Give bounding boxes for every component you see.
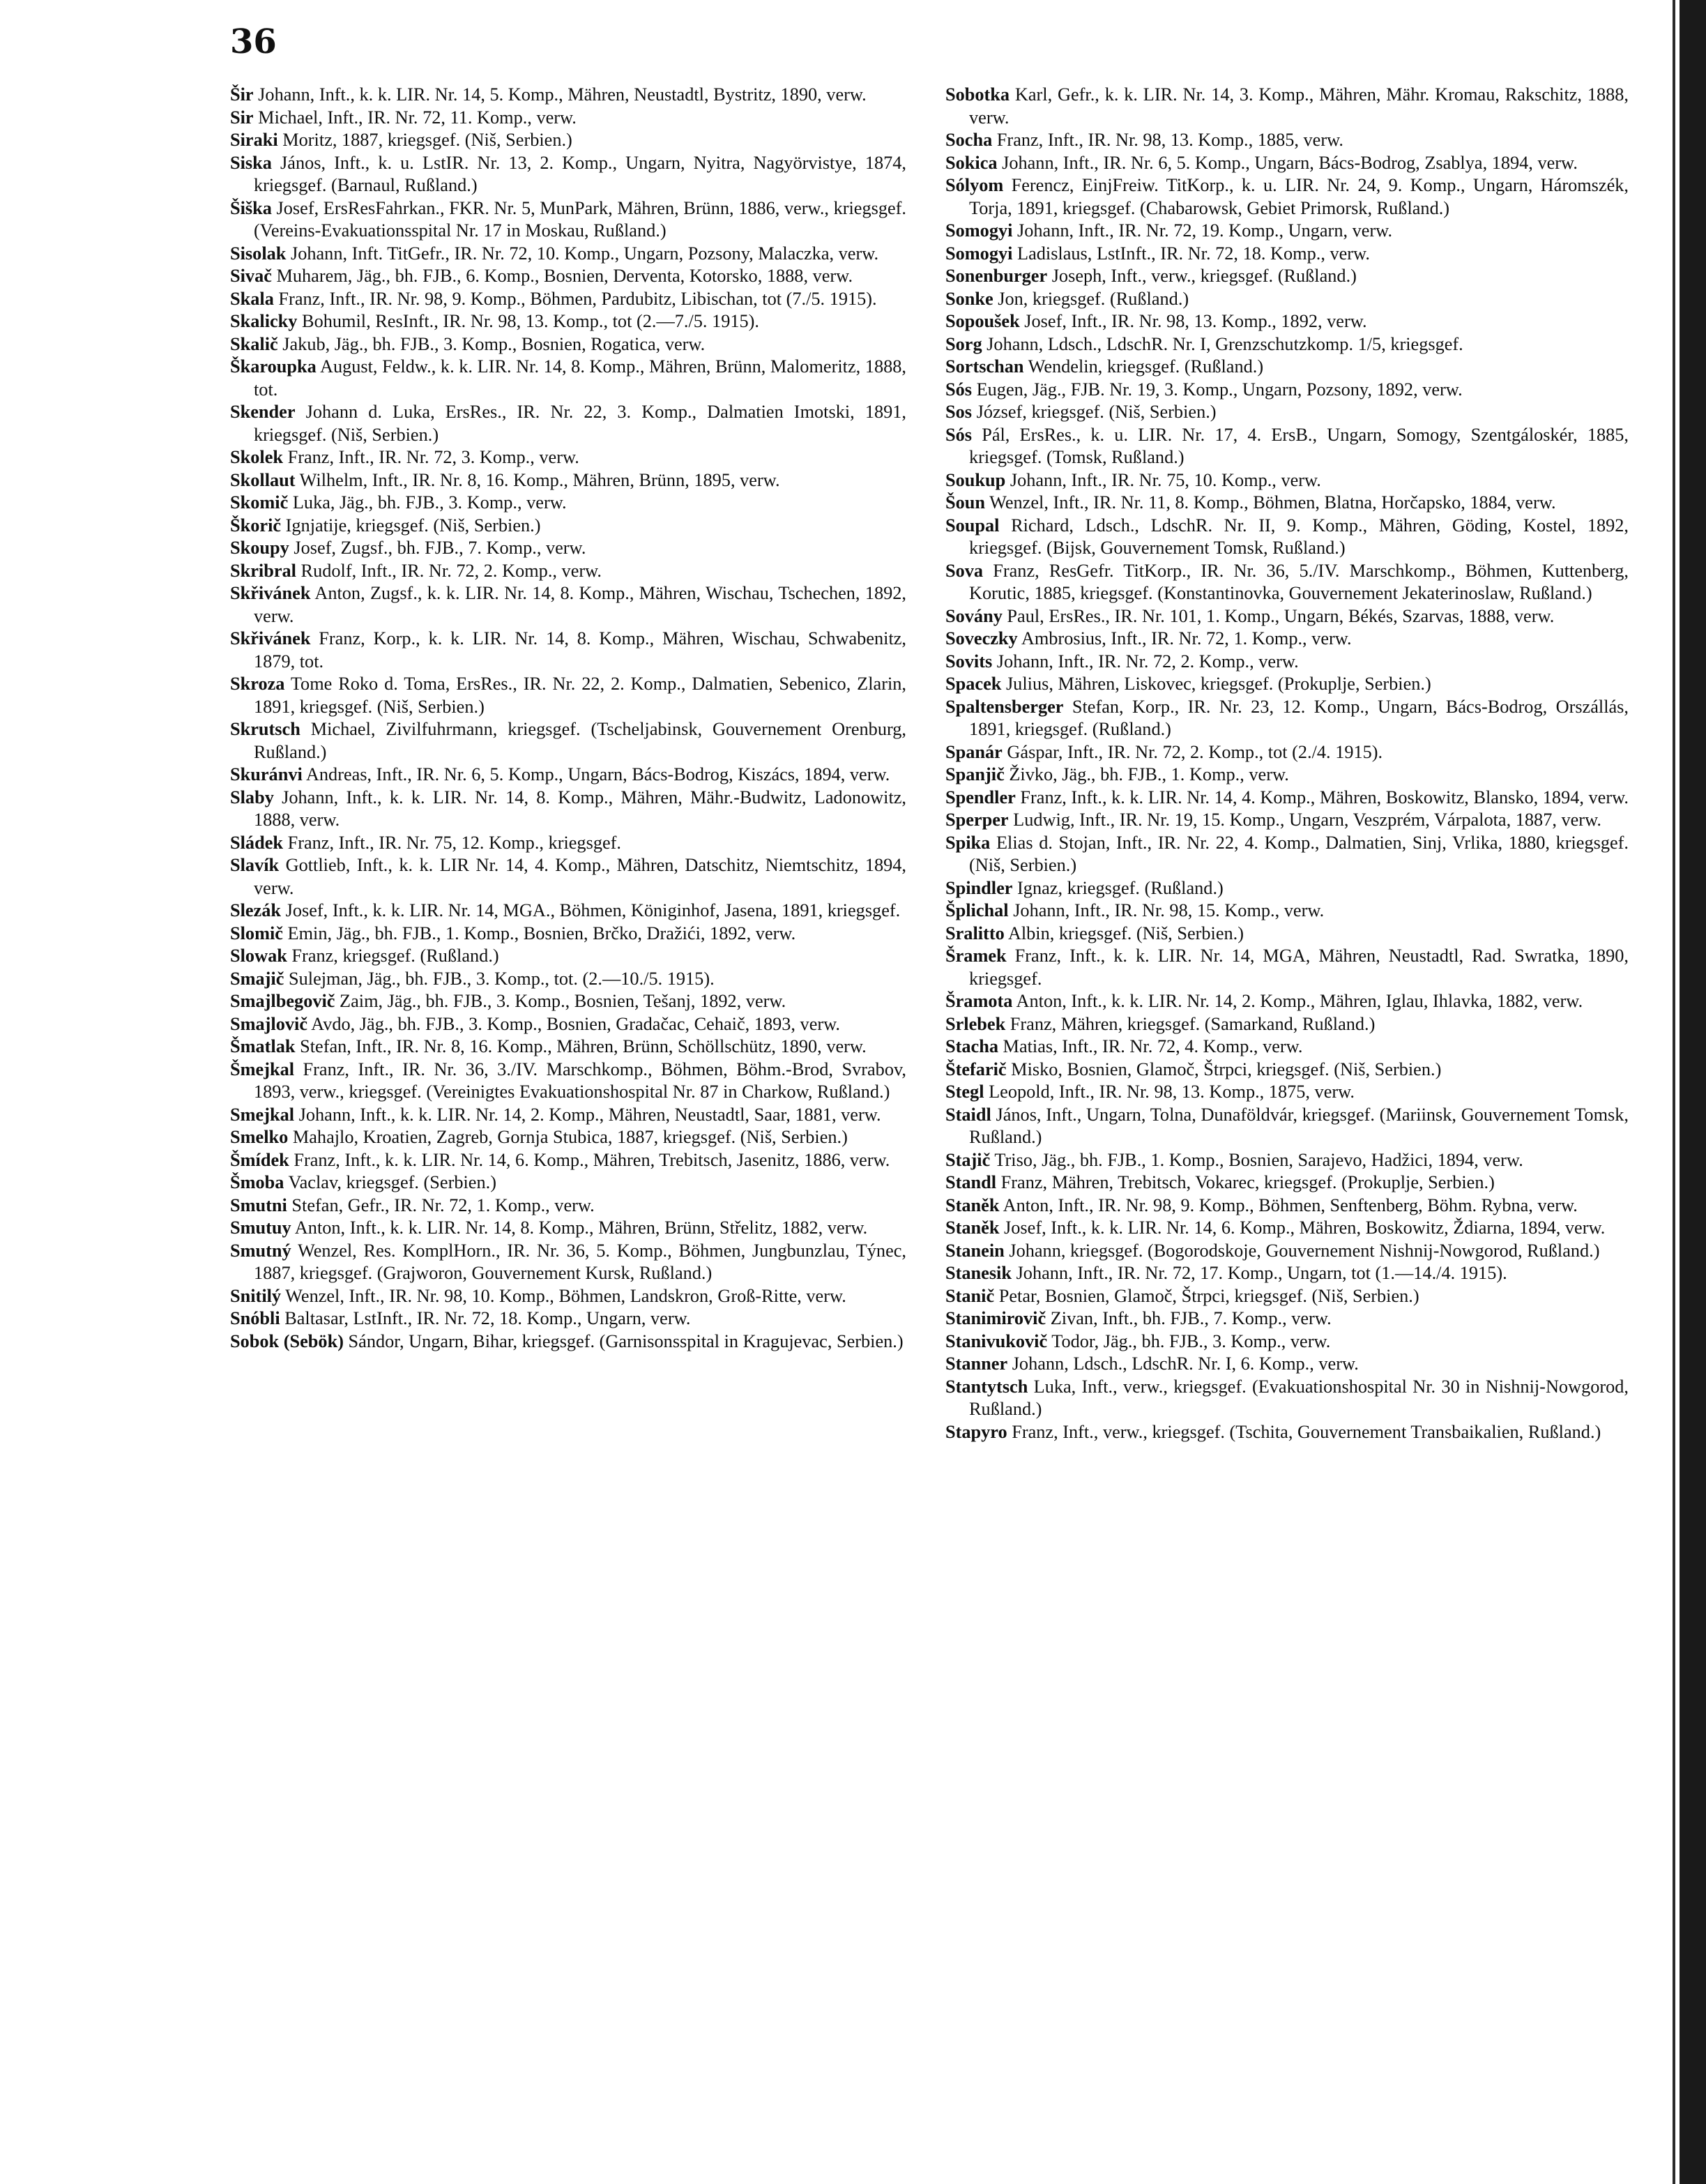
index-entry (945, 1376, 1629, 1421)
entry-surname: Sortschan (945, 356, 1024, 377)
index-entry (945, 1353, 1629, 1376)
entry-details: Johann, Inft., IR. Nr. 6, 5. Komp., Ungarn, Bács-Bodrog, Zsablya, 1894, verw. (997, 152, 1578, 173)
index-entry (230, 265, 906, 288)
index-entry (945, 129, 1629, 152)
entry-surname: Stegl (945, 1082, 984, 1102)
entry-surname: Socha (945, 130, 993, 150)
entry-surname: Stapyro (945, 1421, 1007, 1442)
entry-surname: Šir (230, 84, 254, 105)
index-entry (230, 310, 906, 333)
entry-details: Johann, Inft. TitGefr., IR. Nr. 72, 10. Komp., Ungarn, Pozsony, Malaczka, verw. (286, 243, 879, 264)
entry-details: Ambrosius, Inft., IR. Nr. 72, 1. Komp., verw. (1017, 628, 1352, 649)
entry-surname: Slavík (230, 855, 280, 875)
index-entry (230, 1330, 906, 1353)
index-entry (230, 787, 906, 832)
entry-surname: Sisolak (230, 243, 287, 264)
entry-surname: Staněk (945, 1195, 1000, 1215)
entry-details: Ludwig, Inft., IR. Nr. 19, 15. Komp., Ungarn, Veszprém, Várpalota, 1887, verw. (1008, 810, 1601, 830)
entry-details: Richard, Ldsch., LdschR. Nr. II, 9. Komp., Mähren, Göding, Kostel, 1892, kriegsgef. (Bijsk, Gouvernement Tomsk, Rußland.) (969, 515, 1629, 558)
entry-surname: Škorič (230, 515, 282, 536)
index-entry (230, 1307, 906, 1330)
entry-surname: Spika (945, 832, 991, 853)
entry-details: Anton, Inft., k. k. LIR. Nr. 14, 2. Komp., Mähren, Iglau, Ihlavka, 1882, verw. (1012, 991, 1583, 1011)
index-entry (945, 220, 1629, 243)
entry-details: Johann, Inft., IR. Nr. 98, 15. Komp., verw. (1008, 900, 1325, 920)
entry-details: Elias d. Stojan, Inft., IR. Nr. 22, 4. Komp., Dalmatien, Sinj, Vrlika, 1880, kriegsgef. (Niš, Serbien.) (969, 832, 1629, 875)
index-entry (945, 651, 1629, 674)
index-entry (230, 1240, 906, 1285)
entry-surname: Spanár (945, 741, 1003, 762)
index-entry (230, 469, 906, 492)
entry-details: Franz, Inft., IR. Nr. 98, 13. Komp., 1885, verw. (992, 130, 1343, 150)
index-entry (945, 877, 1629, 900)
entry-surname: Siraki (230, 130, 278, 150)
entry-surname: Slomič (230, 923, 283, 943)
entry-details: Johann, Inft., IR. Nr. 72, 2. Komp., verw. (992, 651, 1299, 672)
index-entry (945, 1081, 1629, 1104)
index-entry (230, 968, 906, 991)
entry-surname: Sobok (Sebök) (230, 1330, 344, 1351)
index-entry (230, 1217, 906, 1240)
index-entry (945, 1195, 1629, 1218)
entry-details: Rudolf, Inft., IR. Nr. 72, 2. Komp., verw. (296, 560, 602, 581)
entry-details: Avdo, Jäg., bh. FJB., 3. Komp., Bosnien, Gradačac, Cehaič, 1893, verw. (307, 1013, 840, 1034)
index-entry (945, 356, 1629, 379)
entry-surname: Sonke (945, 288, 993, 309)
index-entry (945, 741, 1629, 764)
entry-surname: Soukup (945, 469, 1006, 490)
index-entry (945, 310, 1629, 333)
entry-surname: Skollaut (230, 469, 296, 490)
index-entry (945, 1149, 1629, 1172)
index-entry (945, 1262, 1629, 1285)
entry-surname: Šmejkal (230, 1059, 295, 1079)
index-entry (230, 492, 906, 515)
entry-details: Anton, Zugsf., k. k. LIR. Nr. 14, 8. Komp., Mähren, Wischau, Tschechen, 1892, verw. (254, 583, 906, 626)
index-entry (230, 401, 906, 446)
entry-details: Petar, Bosnien, Glamoč, Štrpci, kriegsgef. (Niš, Serbien.) (994, 1285, 1419, 1306)
entry-details: Ignjatije, kriegsgef. (Niš, Serbien.) (281, 515, 541, 536)
entry-details: Anton, Inft., k. k. LIR. Nr. 14, 8. Komp., Mähren, Brünn, Střelitz, 1882, verw. (291, 1218, 868, 1238)
index-entry (945, 696, 1629, 741)
entry-surname: Sós (945, 424, 973, 445)
entry-details: Gáspar, Inft., IR. Nr. 72, 2. Komp., tot (2./4. 1915). (1002, 741, 1383, 762)
entry-surname: Spanjič (945, 764, 1005, 784)
entry-surname: Sralitto (945, 923, 1005, 943)
entry-details: Stefan, Gefr., IR. Nr. 72, 1. Komp., verw. (287, 1195, 595, 1215)
entry-details: Wenzel, Res. KomplHorn., IR. Nr. 36, 5. Komp., Böhmen, Jungbunzlau, Týnec, 1887, kriegsgef. (Grajworon, Gouvernement Kursk, Rußland.) (254, 1240, 906, 1283)
entry-surname: Šramek (945, 946, 1007, 966)
index-entry (945, 152, 1629, 175)
index-entry (230, 243, 906, 266)
entry-surname: Spindler (945, 877, 1013, 898)
entry-details: Anton, Inft., IR. Nr. 98, 9. Komp., Böhmen, Senftenberg, Böhm. Rybna, verw. (999, 1195, 1578, 1215)
entry-surname: Spacek (945, 674, 1002, 694)
entry-details: Michael, Zivilfuhrmann, kriegsgef. (Tscheljabinsk, Gouvernement Orenburg, Rußland.) (254, 719, 906, 762)
index-entry (230, 764, 906, 787)
entry-surname: Somogyi (945, 220, 1013, 241)
entry-surname: Stantytsch (945, 1376, 1028, 1397)
entry-surname: Sivač (230, 266, 272, 286)
entry-details: Zaim, Jäg., bh. FJB., 3. Komp., Bosnien, Tešanj, 1892, verw. (335, 991, 786, 1011)
entry-details: Pál, ErsRes., k. u. LIR. Nr. 17, 4. ErsB., Ungarn, Somogy, Szentgáloskér, 1885, kriegsgef. (Tomsk, Rußland.) (969, 424, 1629, 467)
right-column (945, 84, 1629, 1443)
entry-details: Franz, Inft., IR. Nr. 36, 3./IV. Marschkomp., Böhmen, Böhm.-Brod, Svrabov, 1893, verw., kriegsgef. (Vereinigtes Evakuationshospital Nr. 87 in Charkow, Rußland.) (254, 1059, 906, 1102)
entry-surname: Smajlbegovič (230, 991, 335, 1011)
entry-surname: Sorg (945, 333, 982, 354)
entry-details: Johann, Inft., k. k. LIR. Nr. 14, 8. Komp., Mähren, Mähr.-Budwitz, Ladonowitz, 1888, verw. (254, 787, 906, 830)
left-column (230, 84, 906, 1353)
index-entry (945, 764, 1629, 787)
entry-details: Josef, Zugsf., bh. FJB., 7. Komp., verw. (289, 538, 586, 558)
index-entry (945, 900, 1629, 923)
entry-details: Eugen, Jäg., FJB. Nr. 19, 3. Komp., Ungarn, Pozsony, 1892, verw. (972, 379, 1463, 400)
index-entry (945, 560, 1629, 605)
entry-details: Muharem, Jäg., bh. FJB., 6. Komp., Bosnien, Derventa, Kotorsko, 1888, verw. (271, 266, 853, 286)
entry-surname: Smutni (230, 1195, 287, 1215)
entry-surname: Skroza (230, 674, 285, 694)
entry-details: Živko, Jäg., bh. FJB., 1. Komp., verw. (1004, 764, 1289, 784)
index-entry (230, 1036, 906, 1059)
entry-surname: Sir (230, 107, 254, 128)
entry-surname: Snóbli (230, 1308, 280, 1328)
entry-details: Gottlieb, Inft., k. k. LIR Nr. 14, 4. Komp., Mähren, Datschitz, Niemtschitz, 1894, verw. (254, 855, 906, 898)
entry-surname: Somogyi (945, 243, 1013, 264)
entry-details: Jakub, Jäg., bh. FJB., 3. Komp., Bosnien, Rogatica, verw. (277, 333, 706, 354)
entry-surname: Stanner (945, 1353, 1008, 1374)
index-entry (230, 537, 906, 560)
entry-surname: Skuránvi (230, 764, 303, 784)
entry-surname: Sova (945, 560, 984, 581)
index-entry (945, 1421, 1629, 1444)
index-entry (945, 1036, 1629, 1059)
entry-surname: Smejkal (230, 1104, 295, 1125)
entry-details: Franz, Inft., verw., kriegsgef. (Tschita, Gouvernement Transbaikalien, Rußland.) (1007, 1421, 1601, 1442)
index-entry (945, 84, 1629, 129)
entry-surname: Slezák (230, 900, 282, 920)
entry-details: Wenzel, Inft., IR. Nr. 98, 10. Komp., Böhmen, Landskron, Groß-Ritte, verw. (281, 1285, 846, 1306)
index-entry (945, 628, 1629, 651)
entry-details: Mahajlo, Kroatien, Zagreb, Gornja Stubica, 1887, kriegsgef. (Niš, Serbien.) (288, 1127, 848, 1147)
entry-surname: Staidl (945, 1104, 991, 1125)
index-entry (230, 152, 906, 197)
entry-details: Franz, Korp., k. k. LIR. Nr. 14, 8. Komp., Mähren, Wischau, Schwabenitz, 1879, tot. (254, 628, 906, 672)
index-entry (945, 1013, 1629, 1036)
index-entry (230, 1059, 906, 1104)
entry-details: Ignaz, kriegsgef. (Rußland.) (1012, 877, 1224, 898)
index-entry (945, 1330, 1629, 1353)
entry-surname: Skalicky (230, 311, 298, 331)
entry-details: Joseph, Inft., verw., kriegsgef. (Rußland.) (1047, 266, 1357, 286)
entry-surname: Sos (945, 402, 973, 422)
index-entry (945, 809, 1629, 832)
index-entry (230, 673, 906, 718)
entry-surname: Smutuy (230, 1218, 291, 1238)
index-entry (945, 1059, 1629, 1082)
page-edge-line (1673, 0, 1675, 2184)
index-entry (945, 923, 1629, 946)
index-entry (945, 945, 1629, 990)
index-entry (945, 174, 1629, 220)
index-entry (230, 990, 906, 1013)
entry-surname: Skender (230, 402, 296, 422)
entry-surname: Sólyom (945, 175, 1004, 195)
index-entry (945, 288, 1629, 311)
entry-surname: Stanimirovič (945, 1308, 1046, 1328)
entry-surname: Šoun (945, 492, 986, 513)
index-entry (230, 628, 906, 673)
entry-surname: Stanein (945, 1240, 1005, 1261)
page-number: 36 (230, 22, 277, 61)
entry-details: Wilhelm, Inft., IR. Nr. 8, 16. Komp., Mähren, Brünn, 1895, verw. (295, 469, 780, 490)
entry-details: August, Feldw., k. k. LIR. Nr. 14, 8. Komp., Mähren, Brünn, Malomeritz, 1888, tot. (254, 356, 906, 400)
entry-surname: Siska (230, 152, 272, 173)
entry-details: Franz, Inft., IR. Nr. 75, 12. Komp., kriegsgef. (283, 832, 621, 853)
entry-details: Johann, Inft., IR. Nr. 72, 19. Komp., Ungarn, verw. (1012, 220, 1393, 241)
index-entry (945, 401, 1629, 424)
index-entry (945, 265, 1629, 288)
entry-surname: Štefarič (945, 1059, 1007, 1079)
entry-surname: Soupal (945, 515, 1000, 536)
entry-surname: Sonenburger (945, 266, 1048, 286)
entry-details: József, kriegsgef. (Niš, Serbien.) (972, 402, 1217, 422)
entry-surname: Skoupy (230, 538, 289, 558)
entry-details: Moritz, 1887, kriegsgef. (Niš, Serbien.) (277, 130, 572, 150)
index-entry (230, 854, 906, 900)
entry-surname: Srlebek (945, 1013, 1006, 1034)
entry-surname: Staněk (945, 1218, 1000, 1238)
entry-details: Franz, kriegsgef. (Rußland.) (287, 946, 499, 966)
entry-surname: Sovits (945, 651, 993, 672)
index-entry (945, 492, 1629, 515)
entry-surname: Snitilý (230, 1285, 282, 1306)
entry-surname: Šmatlak (230, 1036, 296, 1056)
index-entry (230, 333, 906, 356)
entry-details: Michael, Inft., IR. Nr. 72, 11. Komp., verw. (253, 107, 577, 128)
entry-details: Stefan, Inft., IR. Nr. 8, 16. Komp., Mähren, Brünn, Schöllschütz, 1890, verw. (295, 1036, 867, 1056)
entry-details: Zivan, Inft., bh. FJB., 7. Komp., verw. (1046, 1308, 1332, 1328)
entry-surname: Stanivukovič (945, 1330, 1048, 1351)
entry-details: Sándor, Ungarn, Bihar, kriegsgef. (Garnisonsspital in Kragujevac, Serbien.) (343, 1330, 904, 1351)
entry-details: Tome Roko d. Toma, ErsRes., IR. Nr. 22, 2. Komp., Dalmatien, Sebenico, Zlarin, 1891, kriegsgef. (Niš, Serbien.) (254, 674, 906, 717)
index-entry (945, 1285, 1629, 1308)
index-entry (230, 356, 906, 401)
entry-details: Paul, ErsRes., IR. Nr. 101, 1. Komp., Ungarn, Békés, Szarvas, 1888, verw. (1002, 605, 1555, 626)
index-entry (230, 129, 906, 152)
index-entry (230, 515, 906, 538)
index-entry (945, 1217, 1629, 1240)
entry-details: Franz, Mähren, Trebitsch, Vokarec, kriegsgef. (Prokuplje, Serbien.) (996, 1172, 1495, 1192)
entry-surname: Smajič (230, 968, 284, 989)
entry-details: Josef, Inft., IR. Nr. 98, 13. Komp., 1892, verw. (1019, 311, 1367, 331)
entry-surname: Sokica (945, 152, 998, 173)
entry-details: Karl, Gefr., k. k. LIR. Nr. 14, 3. Komp., Mähren, Mähr. Kromau, Rakschitz, 1888, verw. (969, 84, 1629, 128)
entry-details: Sulejman, Jäg., bh. FJB., 3. Komp., tot. (2.—10./5. 1915). (284, 968, 715, 989)
entry-details: Johann, kriegsgef. (Bogorodskoje, Gouvernement Nishnij-Nowgorod, Rußland.) (1004, 1240, 1600, 1261)
entry-surname: Soveczky (945, 628, 1018, 649)
entry-details: Franz, Inft., IR. Nr. 72, 3. Komp., verw. (283, 447, 579, 467)
entry-details: Franz, Mähren, kriegsgef. (Samarkand, Rußland.) (1005, 1013, 1376, 1034)
entry-surname: Skomič (230, 492, 289, 513)
entry-surname: Spaltensberger (945, 696, 1064, 717)
entry-details: Jon, kriegsgef. (Rußland.) (993, 288, 1189, 309)
index-entry (945, 1171, 1629, 1195)
entry-surname: Skřivánek (230, 628, 311, 649)
index-entry (945, 424, 1629, 469)
entry-surname: Standl (945, 1172, 997, 1192)
entry-surname: Smelko (230, 1127, 289, 1147)
index-entry (945, 469, 1629, 492)
entry-surname: Smutný (230, 1240, 291, 1261)
entry-details: Emin, Jäg., bh. FJB., 1. Komp., Bosnien, Brčko, Dražići, 1892, verw. (282, 923, 796, 943)
entry-surname: Šiška (230, 197, 272, 218)
entry-surname: Sobotka (945, 84, 1010, 105)
entry-details: Johann, Ldsch., LdschR. Nr. I, Grenzschutzkomp. 1/5, kriegsgef. (982, 333, 1463, 354)
index-entry (230, 1195, 906, 1218)
entry-details: Franz, Inft., k. k. LIR. Nr. 14, MGA, Mähren, Neustadtl, Rad. Swratka, 1890, kriegsgef. (969, 946, 1629, 989)
entry-surname: Sládek (230, 832, 284, 853)
entry-surname: Stanič (945, 1285, 995, 1306)
index-entry (230, 923, 906, 946)
index-entry (230, 84, 906, 107)
entry-surname: Šplichal (945, 900, 1009, 920)
index-entry (945, 990, 1629, 1013)
entry-surname: Škaroupka (230, 356, 317, 377)
index-entry (230, 197, 906, 243)
index-entry (230, 107, 906, 130)
entry-details: Josef, ErsResFahrkan., FKR. Nr. 5, MunPark, Mähren, Brünn, 1886, verw., kriegsgef. (Vereins-Evakuationsspital Nr. 17 in Moskau, Rußland.) (254, 197, 906, 241)
entry-details: Wenzel, Inft., IR. Nr. 11, 8. Komp., Böhmen, Blatna, Horčapsko, 1884, verw. (985, 492, 1556, 513)
entry-surname: Skřivánek (230, 583, 311, 603)
index-entry (945, 605, 1629, 628)
entry-surname: Sovány (945, 605, 1003, 626)
entry-details: Johann, Inft., IR. Nr. 75, 10. Komp., verw. (1005, 469, 1321, 490)
entry-details: Franz, Inft., k. k. LIR. Nr. 14, 6. Komp., Mähren, Trebitsch, Jasenitz, 1886, verw. (289, 1149, 890, 1170)
entry-details: Ladislaus, LstInft., IR. Nr. 72, 18. Komp., verw. (1012, 243, 1370, 264)
index-entry (230, 582, 906, 628)
index-entry (945, 832, 1629, 877)
entry-surname: Šmoba (230, 1172, 284, 1192)
entry-surname: Sopoušek (945, 311, 1020, 331)
entry-details: Triso, Jäg., bh. FJB., 1. Komp., Bosnien, Sarajevo, Hadžici, 1894, verw. (990, 1149, 1523, 1170)
entry-details: Baltasar, LstInft., IR. Nr. 72, 18. Komp., Ungarn, verw. (280, 1308, 691, 1328)
entry-surname: Sós (945, 379, 973, 400)
entry-details: Johann, Inft., k. k. LIR. Nr. 14, 2. Komp., Mähren, Neustadtl, Saar, 1881, verw. (294, 1104, 881, 1125)
index-entry (230, 900, 906, 923)
index-entry (945, 515, 1629, 560)
entry-details: Vaclav, kriegsgef. (Serbien.) (284, 1172, 496, 1192)
entry-surname: Šmídek (230, 1149, 289, 1170)
entry-surname: Šramota (945, 991, 1013, 1011)
index-entry (945, 787, 1629, 810)
index-entry (230, 832, 906, 855)
entry-surname: Skribral (230, 560, 296, 581)
entry-surname: Skrutsch (230, 719, 300, 739)
index-entry (945, 379, 1629, 402)
index-entry (945, 243, 1629, 266)
entry-details: Johann, Inft., IR. Nr. 72, 17. Komp., Ungarn, tot (1.—14./4. 1915). (1012, 1263, 1507, 1283)
entry-details: Stefan, Korp., IR. Nr. 23, 12. Komp., Ungarn, Bács-Bodrog, Orszállás, 1891, kriegsgef. (Rußland.) (969, 696, 1629, 739)
entry-surname: Slowak (230, 946, 287, 966)
entry-details: Misko, Bosnien, Glamoč, Štrpci, kriegsgef. (Niš, Serbien.) (1006, 1059, 1442, 1079)
entry-surname: Stacha (945, 1036, 998, 1056)
entry-details: Ferencz, EinjFreiw. TitKorp., k. u. LIR. Nr. 24, 9. Komp., Ungarn, Háromszék, Torja, 1891, kriegsgef. (Chabarowsk, Gebiet Primorsk, Rußland.) (969, 175, 1629, 218)
index-entry (230, 288, 906, 311)
entry-details: Leopold, Inft., IR. Nr. 98, 13. Komp., 1875, verw. (984, 1082, 1355, 1102)
entry-surname: Skala (230, 288, 274, 309)
entry-details: Julius, Mähren, Liskovec, kriegsgef. (Prokuplje, Serbien.) (1001, 674, 1431, 694)
entry-surname: Smajlovič (230, 1013, 308, 1034)
page-edge-dark (1680, 0, 1706, 2184)
entry-details: Johann, Ldsch., LdschR. Nr. I, 6. Komp., verw. (1007, 1353, 1359, 1374)
index-entry (230, 1126, 906, 1149)
entry-details: Matias, Inft., IR. Nr. 72, 4. Komp., verw. (998, 1036, 1303, 1056)
index-entry (945, 1104, 1629, 1149)
index-entry (230, 718, 906, 764)
index-entry (945, 1240, 1629, 1263)
entry-surname: Sperper (945, 810, 1009, 830)
index-entry (945, 1307, 1629, 1330)
index-entry (230, 446, 906, 469)
entry-details: Franz, Inft., IR. Nr. 98, 9. Komp., Böhmen, Pardubitz, Libischan, tot (7./5. 1915). (273, 288, 877, 309)
entry-details: Luka, Jäg., bh. FJB., 3. Komp., verw. (288, 492, 567, 513)
entry-details: Luka, Inft., verw., kriegsgef. (Evakuationshospital Nr. 30 in Nishnij-Nowgorod, Rußland.) (969, 1376, 1629, 1419)
index-entry (230, 1171, 906, 1195)
entry-details: Franz, ResGefr. TitKorp., IR. Nr. 36, 5./IV. Marschkomp., Böhmen, Kuttenberg, Korutic, 1885, kriegsgef. (Konstantinovka, Gouvernement Jekaterinoslaw, Rußland.) (969, 560, 1629, 603)
entry-surname: Skalič (230, 333, 278, 354)
entry-details: Franz, Inft., k. k. LIR. Nr. 14, 4. Komp., Mähren, Boskowitz, Blansko, 1894, verw. (1015, 787, 1629, 807)
entry-details: János, Inft., k. u. LstIR. Nr. 13, 2. Komp., Ungarn, Nyitra, Nagyörvistye, 1874, kriegsgef. (Barnaul, Rußland.) (254, 152, 906, 195)
entry-details: Albin, kriegsgef. (Niš, Serbien.) (1004, 923, 1244, 943)
entry-surname: Stajič (945, 1149, 991, 1170)
index-entry (230, 1285, 906, 1308)
entry-surname: Skolek (230, 447, 284, 467)
entry-details: János, Inft., Ungarn, Tolna, Dunaföldvár, kriegsgef. (Mariinsk, Gouvernement Tomsk, Rußland.) (969, 1104, 1629, 1147)
entry-details: Johann d. Luka, ErsRes., IR. Nr. 22, 3. Komp., Dalmatien Imotski, 1891, kriegsgef. (Niš, Serbien.) (254, 402, 906, 445)
entry-details: Josef, Inft., k. k. LIR. Nr. 14, 6. Komp., Mähren, Boskowitz, Ždiarna, 1894, verw. (999, 1218, 1606, 1238)
index-entry (945, 673, 1629, 696)
index-entry (230, 1104, 906, 1127)
entry-details: Wendelin, kriegsgef. (Rußland.) (1023, 356, 1264, 377)
entry-details: Josef, Inft., k. k. LIR. Nr. 14, MGA., Böhmen, Königinhof, Jasena, 1891, kriegsgef. (281, 900, 901, 920)
entry-details: Johann, Inft., k. k. LIR. Nr. 14, 5. Komp., Mähren, Neustadtl, Bystritz, 1890, verw. (253, 84, 867, 105)
entry-surname: Slaby (230, 787, 274, 807)
entry-details: Todor, Jäg., bh. FJB., 3. Komp., verw. (1047, 1330, 1331, 1351)
index-entry (945, 333, 1629, 356)
entry-details: Andreas, Inft., IR. Nr. 6, 5. Komp., Ungarn, Bács-Bodrog, Kiszács, 1894, verw. (302, 764, 890, 784)
index-entry (230, 560, 906, 583)
entry-surname: Stanesik (945, 1263, 1012, 1283)
entry-details: Bohumil, ResInft., IR. Nr. 98, 13. Komp., tot (2.—7./5. 1915). (297, 311, 759, 331)
index-entry (230, 1013, 906, 1036)
entry-surname: Spendler (945, 787, 1016, 807)
index-entry (230, 945, 906, 968)
index-entry (230, 1149, 906, 1172)
